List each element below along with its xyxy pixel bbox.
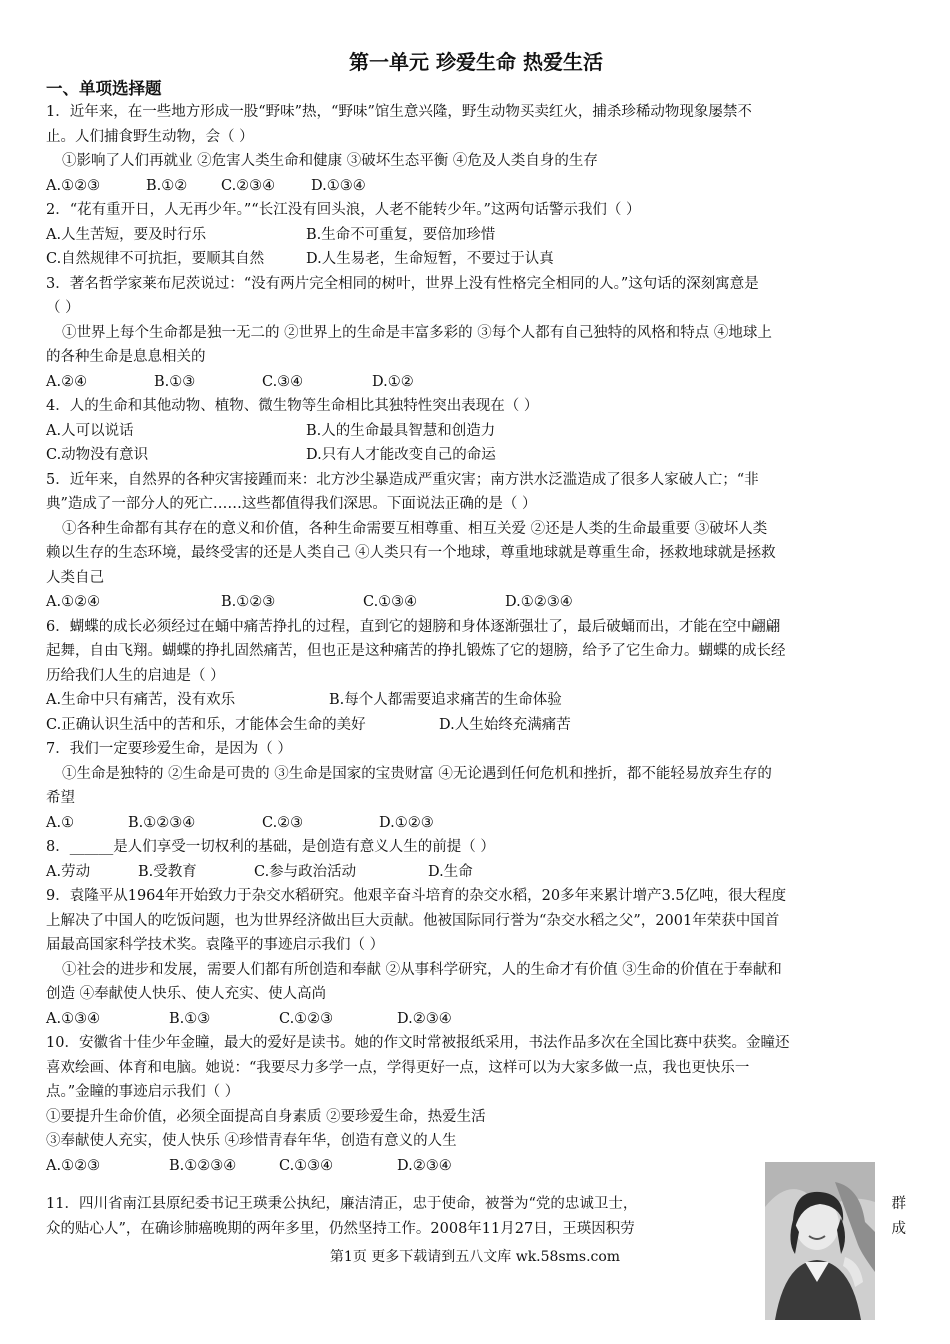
page-footer: 第1页 更多下载请到五八文库 wk.58sms.com — [329, 1249, 621, 1265]
question-statements: 创造 ④奉献使人快乐、使人充实、使人高尚 — [46, 986, 327, 1002]
option-b: B.人的生命最具智慧和创造力 — [306, 422, 496, 439]
question-text: 2．“花有重开日，人无再少年。”“长江没有回头浪，人老不能转少年。”这两句话警示我们（ ） — [46, 202, 641, 218]
option-b: B.①②③④ — [128, 814, 196, 831]
question-text: 7．我们一定要珍爱生命，是因为（ ） — [46, 741, 292, 757]
question-text: 众的贴心人”，在确诊肺癌晚期的两年多里，仍然坚持工作。2008年11月27日，王瑛因积劳 — [46, 1220, 635, 1237]
answer-options — [46, 223, 906, 248]
question-7 — [46, 737, 906, 835]
question-statements: ①影响了人们再就业 ②危害人类生命和健康 ③破坏生态平衡 ④危及人类自身的生存 — [62, 153, 598, 169]
option-b: B.①② — [146, 177, 188, 194]
document-page — [46, 50, 906, 1178]
question-statements: ③奉献使人充实，使人快乐 ④珍惜青春年华，创造有意义的人生 — [46, 1133, 457, 1149]
question-text: 群 — [891, 1196, 906, 1212]
portrait-image — [765, 1162, 875, 1320]
question-2 — [46, 198, 906, 272]
question-text: 届最高国家科学技术奖。袁隆平的事迹启示我们（ ） — [46, 937, 385, 953]
question-text: 9．袁隆平从1964年开始致力于杂交水稻研究。他艰辛奋斗培育的杂交水稻，20多年来累计增产3.5亿吨，很大程度 — [46, 888, 787, 904]
question-text: 点。”金瞳的事迹启示我们（ ） — [46, 1084, 240, 1100]
option-a: A.人可以说话 — [46, 422, 134, 439]
answer-options — [46, 1007, 906, 1032]
question-statements: ①世界上每个生命都是独一无二的 ②世界上的生命是丰富多彩的 ③每个人都有自己独特的风格和特点 ④地球上 — [62, 324, 772, 341]
option-b: B.①③ — [154, 373, 196, 390]
portrait-photo — [765, 1162, 875, 1320]
question-statements: ①生命是独特的 ②生命是可贵的 ③生命是国家的宝贵财富 ④无论遇到任何危机和挫折，都不能轻易放弃生存的 — [62, 765, 772, 782]
option-d: D.①③④ — [311, 177, 366, 194]
question-text: 3．著名哲学家莱布尼茨说过：“没有两片完全相同的树叶，世界上没有性格完全相同的人。”这句话的深刻寓意是 — [46, 275, 759, 292]
question-statements: 的各种生命是息息相关的 — [46, 349, 206, 365]
answer-options — [46, 370, 906, 395]
question-statements: 人类自己 — [46, 569, 104, 586]
answer-options — [46, 419, 906, 444]
option-c: C.①②③ — [279, 1010, 334, 1027]
question-text: 起舞，自由飞翔。蝴蝶的挣扎固然痛苦，但也正是这种痛苦的挣扎锻炼了它的翅膀，给予了它生命力。蝴蝶的成长经 — [46, 643, 786, 659]
option-c: C.③④ — [262, 373, 304, 390]
option-d: D.只有人才能改变自己的命运 — [306, 447, 496, 463]
question-text: 喜欢绘画、体育和电脑。她说：“我要尽力多学一点，学得更好一点，这样可以为大家多做一点，我也更快乐一 — [46, 1059, 750, 1076]
answer-options — [46, 713, 906, 738]
option-d: D.生命 — [428, 863, 473, 880]
question-4 — [46, 394, 906, 468]
option-c: C.自然规律不可抗拒，要顺其自然 — [46, 251, 265, 267]
question-text: （ ） — [46, 300, 80, 316]
question-text: 10．安徽省十佳少年金瞳，最大的爱好是读书。她的作文时常被报纸采用，书法作品多次在全国比赛中获奖。金瞳还 — [46, 1035, 790, 1051]
question-statements: ①要提升生命价值，必须全面提高自身素质 ②要珍爱生命，热爱生活 — [46, 1108, 486, 1125]
option-d: D.①②③④ — [505, 594, 573, 610]
answer-options — [46, 247, 906, 272]
page-title: 第一单元 珍爱生命 热爱生活 — [349, 50, 603, 74]
option-c: C.②③ — [262, 814, 304, 831]
question-text: 11．四川省南江县原纪委书记王瑛秉公执纪，廉洁清正，忠于使命，被誉为“党的忠诚卫士， — [46, 1196, 638, 1212]
answer-options — [46, 811, 906, 836]
option-d: D.②③④ — [397, 1010, 452, 1027]
option-a: A.①②④ — [46, 594, 101, 610]
question-9 — [46, 884, 906, 1031]
option-c: C.①③④ — [363, 594, 418, 610]
answer-options — [46, 688, 906, 713]
option-a: A.① — [46, 814, 75, 831]
question-1 — [46, 100, 906, 198]
option-c: C.动物没有意识 — [46, 447, 149, 463]
option-a: A.生命中只有痛苦，没有欢乐 — [46, 692, 236, 708]
option-d: D.②③④ — [397, 1157, 452, 1174]
question-statements: ①各种生命都有其存在的意义和价值，各种生命需要互相尊重、相互关爱 ②还是人类的生命最重要 ③破坏人类 — [62, 520, 768, 537]
option-b: B.①②③ — [221, 594, 276, 610]
answer-options — [46, 443, 906, 468]
question-text: 4．人的生命和其他动物、植物、微生物等生命相比其独特性突出表现在（ ） — [46, 398, 539, 414]
option-a: A.②④ — [46, 373, 88, 390]
question-8 — [46, 835, 906, 884]
answer-options — [46, 590, 906, 615]
question-text: 1．近年来，在一些地方形成一股“野味”热，“野味”馆生意兴隆，野生动物买卖红火，捕杀珍稀动物现象屡禁不 — [46, 104, 752, 120]
question-10 — [46, 1031, 906, 1178]
question-5 — [46, 468, 906, 615]
answer-options — [46, 860, 906, 885]
option-b: B.每个人都需要追求痛苦的生命体验 — [329, 692, 562, 708]
section-heading: 一、单项选择题 — [46, 79, 162, 98]
option-d: D.①②③ — [379, 814, 434, 831]
question-statements: 赖以生存的生态环境，最终受害的还是人类自己 ④人类只有一个地球，尊重地球就是尊重生命，拯救地球就是拯救 — [46, 545, 776, 561]
option-a: A.①③④ — [46, 1010, 101, 1027]
option-c: C.参与政治活动 — [254, 863, 357, 880]
option-b: B.生命不可重复，要倍加珍惜 — [306, 226, 496, 243]
option-a: A.①②③ — [46, 177, 101, 194]
option-a: A.劳动 — [46, 863, 91, 880]
option-a: A.①②③ — [46, 1157, 101, 1174]
question-text: 成 — [891, 1220, 906, 1237]
question-text: 典”造成了一部分人的死亡……这些都值得我们深思。下面说法正确的是（ ） — [46, 496, 537, 512]
question-text: 止。人们捕食野生动物，会（ ） — [46, 128, 254, 145]
question-text: 6．蝴蝶的成长必须经过在蛹中痛苦挣扎的过程，直到它的翅膀和身体逐渐强壮了，最后破蛹而出，才能在空中翩翩 — [46, 618, 781, 635]
option-b: B.受教育 — [138, 863, 197, 880]
question-6 — [46, 615, 906, 738]
question-statements: 希望 — [46, 790, 75, 806]
option-c: C.②③④ — [221, 177, 276, 194]
option-a: A.人生苦短，要及时行乐 — [46, 226, 207, 243]
option-c: C.①③④ — [279, 1157, 334, 1174]
option-b: B.①③ — [169, 1010, 211, 1027]
option-c: C.正确认识生活中的苦和乐，才能体会生命的美好 — [46, 716, 366, 733]
answer-options — [46, 174, 906, 199]
question-3 — [46, 272, 906, 395]
question-text: 上解决了中国人的吃饭问题，也为世界经济做出巨大贡献。他被国际同行誉为“杂交水稻之父”，2001年荣获中国首 — [46, 912, 780, 929]
question-text: 5．近年来，自然界的各种灾害接踵而来：北方沙尘暴造成严重灾害；南方洪水泛滥造成了很多人家破人亡；“非 — [46, 471, 759, 488]
option-b: B.①②③④ — [169, 1157, 237, 1174]
option-d: D.人生易老，生命短暂，不要过于认真 — [306, 251, 554, 267]
option-d: D.①② — [372, 373, 414, 390]
question-statements: ①社会的进步和发展，需要人们都有所创造和奉献 ②从事科学研究，人的生命才有价值 ③生命的价值在于奉献和 — [62, 961, 782, 978]
question-text: 8．______是人们享受一切权利的基础，是创造有意义人生的前提（ ） — [46, 839, 495, 855]
question-text: 历给我们人生的启迪是（ ） — [46, 667, 225, 684]
option-d: D.人生始终充满痛苦 — [439, 716, 571, 733]
